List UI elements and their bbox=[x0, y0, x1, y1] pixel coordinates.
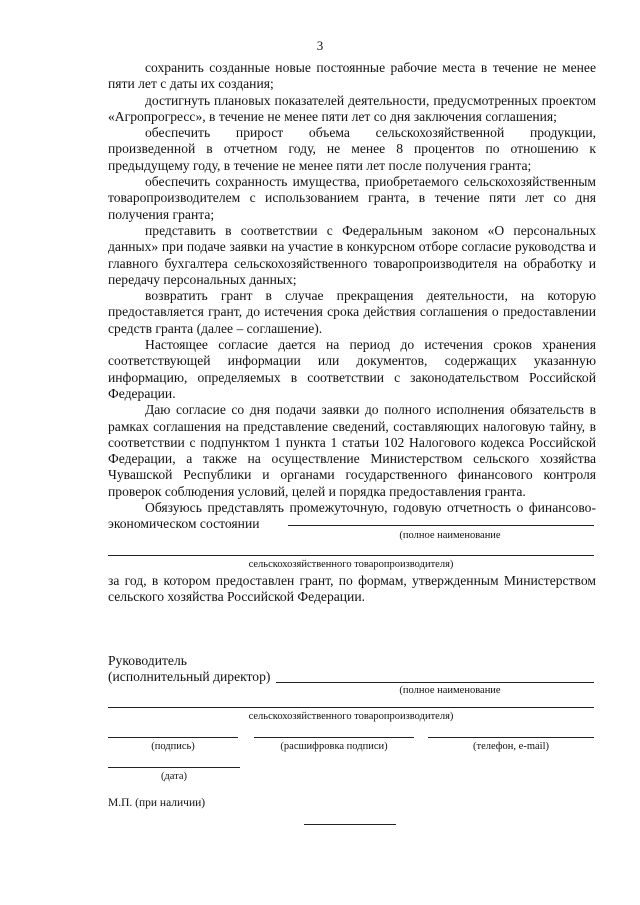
paragraph: Даю согласие со дня подачи заявки до полного исполнения обязательств в рамках соглашения на представление сведений, составляющих налоговую тайну, в соответствии с подпунктом 1 пункта 1 статьи 102 Налогового кодекса Российской Федерации, а также на осуществление Министерством сельского хозяйства Чувашской Республики и органами государственного финансового контроля проверок соблюдения условий, целей и порядка предоставления гранта. bbox=[108, 402, 596, 499]
caption-full-name: (полное наименование bbox=[399, 530, 501, 541]
signature-line[interactable] bbox=[108, 737, 238, 738]
caption-signature: (подпись) bbox=[151, 741, 195, 752]
paragraph: обеспечить прирост объема сельскохозяйственной продукции, произведенной в отчетном году, не менее 8 процентов по отношению к предыдущему году, в течение не менее пяти лет после получения гранта; bbox=[108, 125, 596, 173]
director-name-line[interactable] bbox=[276, 682, 594, 683]
caption-producer: сельскохозяйственного товаропроизводителя) bbox=[248, 559, 454, 570]
date-line[interactable] bbox=[108, 767, 240, 768]
obligation-text: Обязуюсь представлять промежуточную, годовую отчетность о финансово-экономическом состоянии bbox=[108, 500, 596, 532]
caption-date: (дата) bbox=[160, 771, 188, 782]
paragraph: представить в соответствии с Федеральным законом «О персональных данных» при подаче заявки на участие в конкурсном отборе согласие руководства и главного бухгалтера сельскохозяйственного товаропроизводителя на обработку и передачу персональных данных; bbox=[108, 222, 596, 287]
phone-line[interactable] bbox=[428, 737, 594, 738]
paragraph: Настоящее согласие дается на период до истечения сроков хранения соответствующей информации или документов, содержащих указанную информацию, определяемых в соответствии с законодательством Российской Федерации. bbox=[108, 337, 596, 401]
paragraph: достигнуть плановых показателей деятельности, предусмотренных проектом «Агропрогресс», в течение не менее пяти лет со дня заключения соглашения; bbox=[108, 92, 596, 124]
caption-director-full-name: (полное наименование bbox=[399, 685, 501, 696]
paragraph: возвратить грант в случае прекращения деятельности, на которую предоставляется грант, до истечения срока действия соглашения о предоставлении средств гранта (далее – соглашение). bbox=[108, 288, 596, 336]
role-label-sub: (исполнительный директор) bbox=[108, 669, 271, 684]
role-label: Руководитель bbox=[108, 653, 187, 668]
decoding-line[interactable] bbox=[254, 737, 414, 738]
director-name-line-2[interactable] bbox=[108, 707, 594, 708]
caption-decoding: (расшифровка подписи) bbox=[280, 741, 388, 752]
caption-phone: (телефон, e-mail) bbox=[472, 741, 549, 752]
company-name-line[interactable] bbox=[288, 525, 594, 526]
obligation-paragraph bbox=[108, 500, 596, 533]
paragraph: обеспечить сохранность имущества, приобретаемого сельскохозяйственным товаропроизводителем с использованием гранта, в течение пяти лет со дня получения гранта; bbox=[108, 174, 596, 222]
document-body bbox=[108, 60, 596, 533]
page-number: 3 bbox=[316, 38, 324, 53]
stamp-label: М.П. (при наличии) bbox=[108, 797, 206, 809]
obligation-tail: за год, в котором предоставлен грант, по формам, утвержденным Министерством сельского хозяйства Российской Федерации. bbox=[108, 573, 596, 605]
company-name-line-2[interactable] bbox=[108, 555, 594, 556]
paragraph: сохранить созданные новые постоянные рабочие места в течение не менее пяти лет с даты их создания; bbox=[108, 60, 596, 92]
end-divider bbox=[304, 824, 396, 825]
caption-director-producer: сельскохозяйственного товаропроизводителя) bbox=[248, 711, 454, 722]
